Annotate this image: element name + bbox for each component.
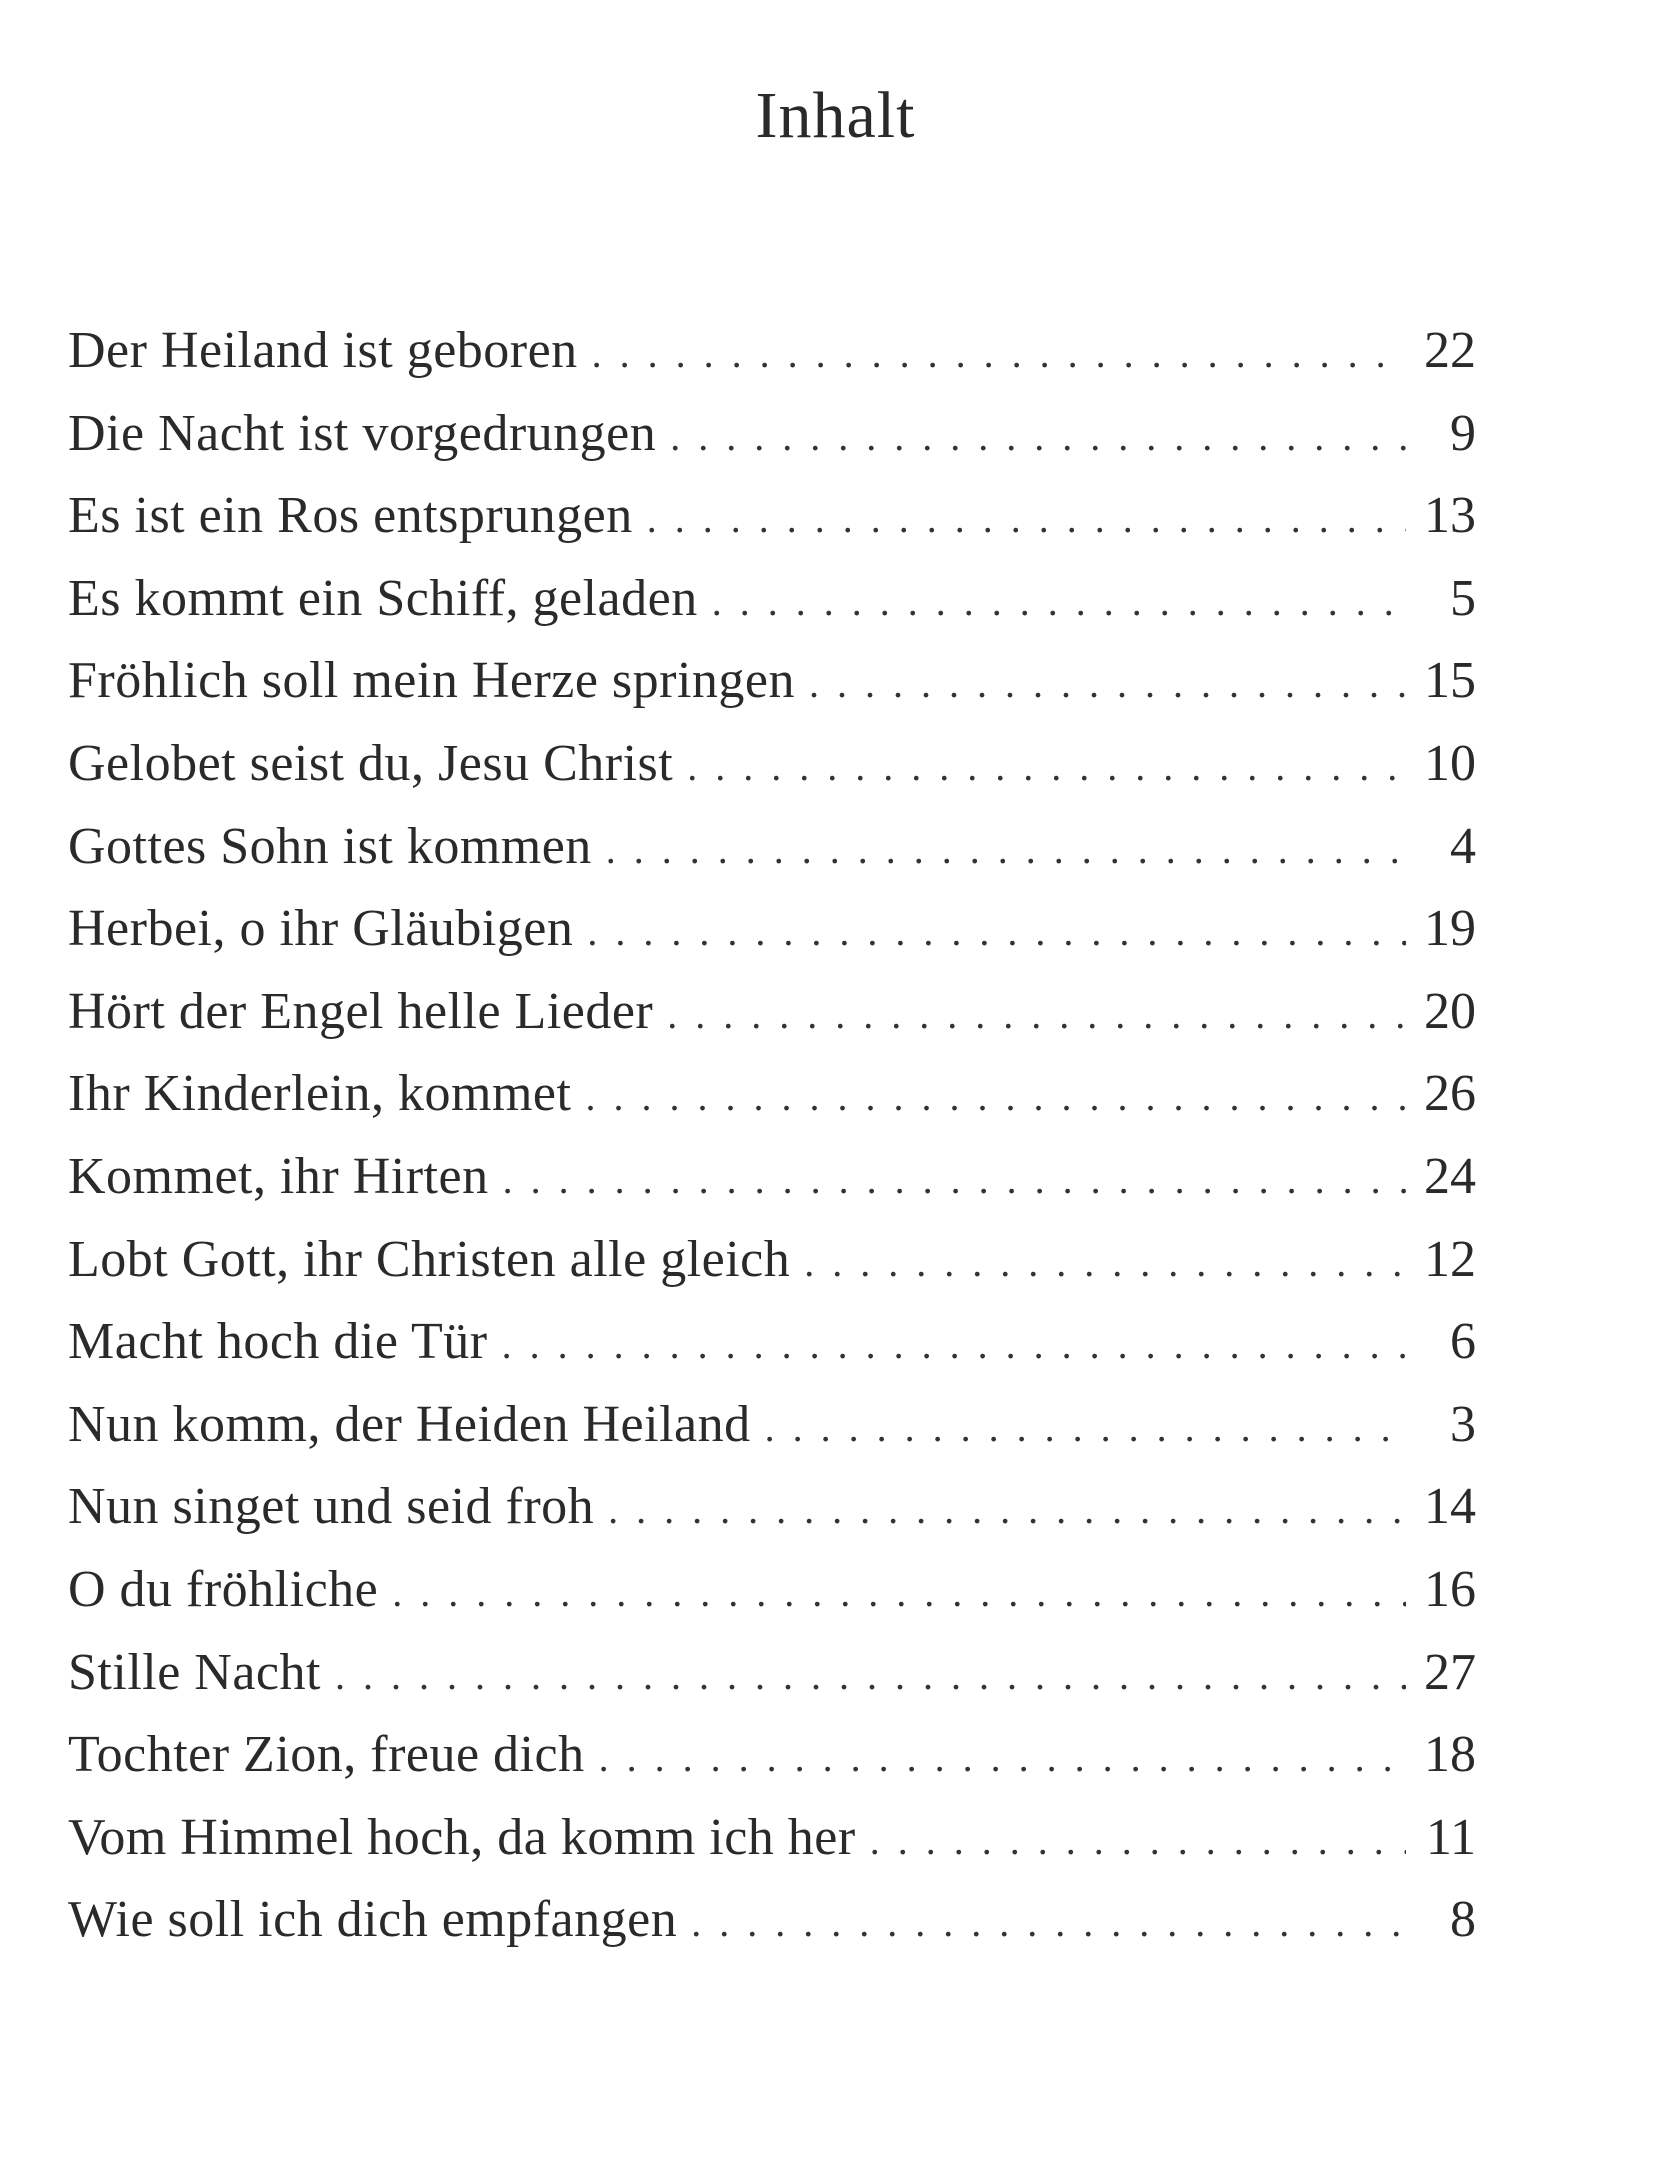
table-of-contents — [68, 310, 1476, 1962]
entry-title: Die Nacht ist vorgedrungen — [68, 404, 657, 462]
entry-page: 10 — [1424, 734, 1476, 792]
entry-page: 22 — [1424, 322, 1476, 379]
entry-page: 13 — [1424, 487, 1476, 545]
toc-entry — [68, 1136, 1476, 1219]
entry-title: Kommet, ihr Hirten — [68, 1147, 489, 1205]
entry-page: 4 — [1450, 817, 1476, 875]
entry-page: 5 — [1450, 569, 1476, 627]
toc-entry — [68, 1466, 1476, 1549]
entry-title: Der Heiland ist geboren — [68, 322, 578, 379]
entry-page: 15 — [1424, 652, 1476, 710]
dot-leader — [592, 313, 1406, 396]
toc-entry — [68, 1714, 1476, 1797]
toc-entry — [68, 475, 1476, 558]
toc-entry — [68, 558, 1476, 641]
toc-entry — [68, 393, 1476, 476]
toc-entry — [68, 1053, 1476, 1136]
entry-page: 11 — [1425, 1808, 1476, 1866]
dot-leader — [804, 1222, 1406, 1305]
dot-leader — [608, 1469, 1406, 1552]
entry-title: Ihr Kinderlein, kommet — [68, 1065, 572, 1123]
toc-entry — [68, 888, 1476, 971]
entry-page: 18 — [1424, 1726, 1476, 1784]
entry-title: Wie soll ich dich empfangen — [68, 1891, 678, 1949]
entry-title: Macht hoch die Tür — [68, 1313, 488, 1371]
dot-leader — [687, 726, 1406, 809]
dot-leader — [392, 1552, 1406, 1635]
dot-leader — [670, 396, 1406, 479]
toc-entry — [68, 723, 1476, 806]
toc-entry — [68, 1879, 1476, 1962]
dot-leader — [712, 561, 1406, 644]
entry-page: 16 — [1424, 1560, 1476, 1618]
dot-leader — [585, 1056, 1406, 1139]
entry-page: 27 — [1424, 1643, 1476, 1701]
dot-leader — [667, 974, 1406, 1057]
dot-leader — [870, 1800, 1406, 1883]
dot-leader — [503, 1139, 1406, 1222]
toc-entry — [68, 1301, 1476, 1384]
dot-leader — [587, 891, 1406, 974]
entry-title: Nun singet und seid froh — [68, 1478, 595, 1536]
toc-entry — [68, 1632, 1476, 1715]
entry-title: Gelobet seist du, Jesu Christ — [68, 734, 674, 792]
dot-leader — [606, 809, 1406, 892]
dot-leader — [809, 643, 1406, 726]
entry-title: Fröhlich soll mein Herze springen — [68, 652, 796, 710]
entry-page: 24 — [1424, 1147, 1476, 1205]
page-title: Inhalt — [755, 79, 916, 152]
toc-entry — [68, 1549, 1476, 1632]
entry-title: Gottes Sohn ist kommen — [68, 817, 592, 875]
entry-title: Nun komm, der Heiden Heiland — [68, 1395, 751, 1453]
entry-title: Herbei, o ihr Gläubigen — [68, 900, 574, 958]
toc-entry — [68, 971, 1476, 1054]
entry-page: 8 — [1450, 1891, 1476, 1949]
toc-entry — [68, 1219, 1476, 1302]
entry-page: 3 — [1450, 1395, 1476, 1453]
toc-entry — [68, 806, 1476, 889]
entry-title: Vom Himmel hoch, da komm ich her — [68, 1808, 856, 1866]
dot-leader — [502, 1304, 1406, 1387]
toc-entry — [68, 1797, 1476, 1880]
entry-title: Hört der Engel helle Lieder — [68, 982, 654, 1040]
entry-title: O du fröhliche — [68, 1560, 379, 1618]
entry-title: Tochter Zion, freue dich — [68, 1726, 585, 1784]
entry-page: 12 — [1424, 1230, 1476, 1288]
dot-leader — [599, 1717, 1406, 1800]
entry-page: 9 — [1450, 404, 1476, 462]
dot-leader — [335, 1635, 1406, 1718]
entry-page: 19 — [1424, 900, 1476, 958]
entry-page: 20 — [1424, 982, 1476, 1040]
entry-title: Es ist ein Ros entsprungen — [68, 487, 633, 545]
toc-entry — [68, 310, 1476, 393]
entry-page: 6 — [1450, 1313, 1476, 1371]
toc-entry — [68, 1384, 1476, 1467]
entry-title: Lobt Gott, ihr Christen alle gleich — [68, 1230, 791, 1288]
dot-leader — [647, 478, 1406, 561]
toc-entry — [68, 640, 1476, 723]
dot-leader — [765, 1387, 1406, 1470]
entry-page: 14 — [1424, 1478, 1476, 1536]
entry-title: Stille Nacht — [68, 1643, 321, 1701]
entry-page: 26 — [1424, 1065, 1476, 1123]
entry-title: Es kommt ein Schiff, geladen — [68, 569, 698, 627]
dot-leader — [691, 1882, 1406, 1965]
